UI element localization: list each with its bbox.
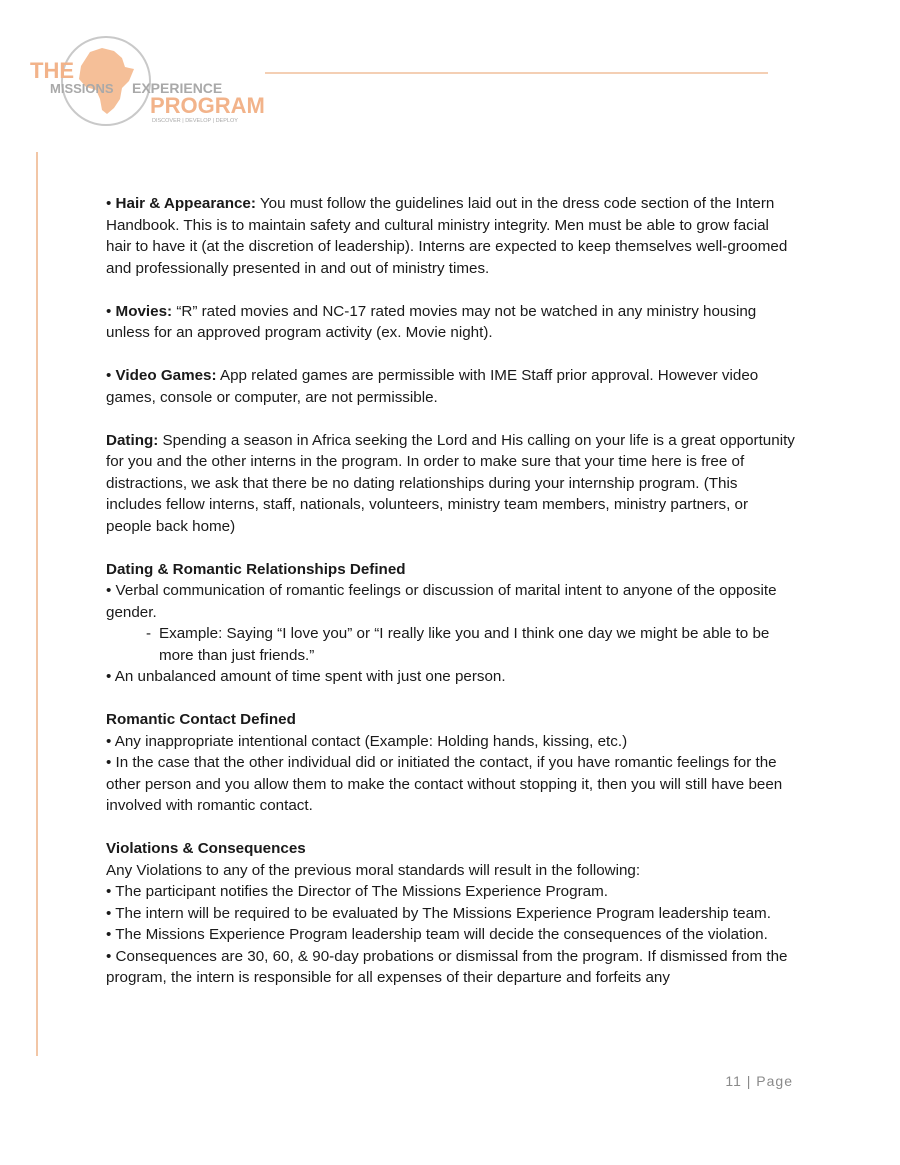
logo-the: THE [30,58,74,83]
movies-paragraph: • Movies: “R” rated movies and NC-17 rated movies may not be watched in any ministry housing unless for an approved program activity (ex. Movie night). [106,302,757,341]
header-rule [265,72,768,74]
dating-label: Dating: [106,431,159,449]
logo [30,36,265,131]
violations-item-1: • The participant notifies the Director of The Missions Experience Program. [106,883,608,900]
dating-defined-item-1: • Verbal communication of romantic feelings or discussion of marital intent to anyone of the opposite gender. [106,582,777,621]
violations-item-4: • Consequences are 30, 60, & 90-day probations or dismissal from the program. If dismissed from the program, the intern is responsible for all expenses of their departure and forfeits any [106,947,788,986]
movies-text: “R” rated movies and NC-17 rated movies may not be watched in any ministry housing unless for an approved program activity (ex. Movie night). [106,302,757,341]
violations-heading: Violations & Consequences [106,840,306,857]
page-content [106,193,796,989]
video-games-paragraph: • Video Games: App related games are permissible with IME Staff prior approval. However video games, console or computer, are not permissible. [106,367,759,406]
dash-bullet: - [146,625,152,642]
hair-label: Hair & Appearance: [115,195,256,212]
romantic-contact-item-1: • Any inappropriate intentional contact (Example: Holding hands, kissing, etc.) [106,732,628,750]
violations-intro: Any Violations to any of the previous moral standards will result in the following: [106,861,641,879]
violations-item-3: • The Missions Experience Program leadership team will decide the consequences of the violation. [106,926,768,943]
dating-text: Spending a season in Africa seeking the Lord and His calling on your life is a great opportunity for you and the other interns in the program. In order to make sure that your time here is free of distractions, we ask that there be no dating relationships during your internship program. (This includes fellow interns, staff, nationals, volunteers, ministry team members, ministry partners, or people back home) [106,431,795,535]
dating-defined-heading: Dating & Romantic Relationships Defined [106,560,406,578]
dating-defined-item-2: • An unbalanced amount of time spent with just one person. [106,668,506,685]
violations-item-2: • The intern will be required to be evaluated by The Missions Experience Program leadership team. [106,904,771,922]
video-games-text: App related games are permissible with IME Staff prior approval. However video games, console or computer, are not permissible. [106,367,759,406]
romantic-contact-heading: Romantic Contact Defined [106,711,296,728]
logo-tagline: DISCOVER | DEVELOP | DEPLOY [152,118,238,124]
page-number: 11 | Page [725,1073,793,1089]
romantic-contact-item-2: • In the case that the other individual did or initiated the contact, if you have romantic feelings for the other person and you allow them to make the contact without stopping it, then you will still have been involved with romantic contact. [106,754,783,814]
dating-defined-example: - Example: Saying “I love you” or “I really like you and I think one day we might be able to be more than just friends.” [146,625,770,664]
logo-missions: MISSIONS [50,81,114,96]
hair-paragraph: • Hair & Appearance: You must follow the guidelines laid out in the dress code section of the Intern Handbook. This is to maintain safety and cultural ministry integrity. Men must be able to grow facial hair to have it (at the discretion of leadership). Interns are expected to keep themselves well-groomed and professionally presented in and out of ministry times. [106,195,788,277]
hair-text: You must follow the guidelines laid out in the dress code section of the Intern Handbook. This is to maintain safety and cultural ministry integrity. Men must be able to grow facial hair to have it (at the discretion of leadership). Interns are expected to keep themselves well-groomed and professionally presented in and out of ministry times. [106,195,788,277]
video-games-label: Video Games: [115,367,217,384]
logo-program: PROGRAM [150,93,265,118]
dating-paragraph [106,430,796,538]
side-rule [36,152,38,1056]
logo-experience: EXPERIENCE [132,80,223,96]
movies-label: Movies: [115,302,173,320]
